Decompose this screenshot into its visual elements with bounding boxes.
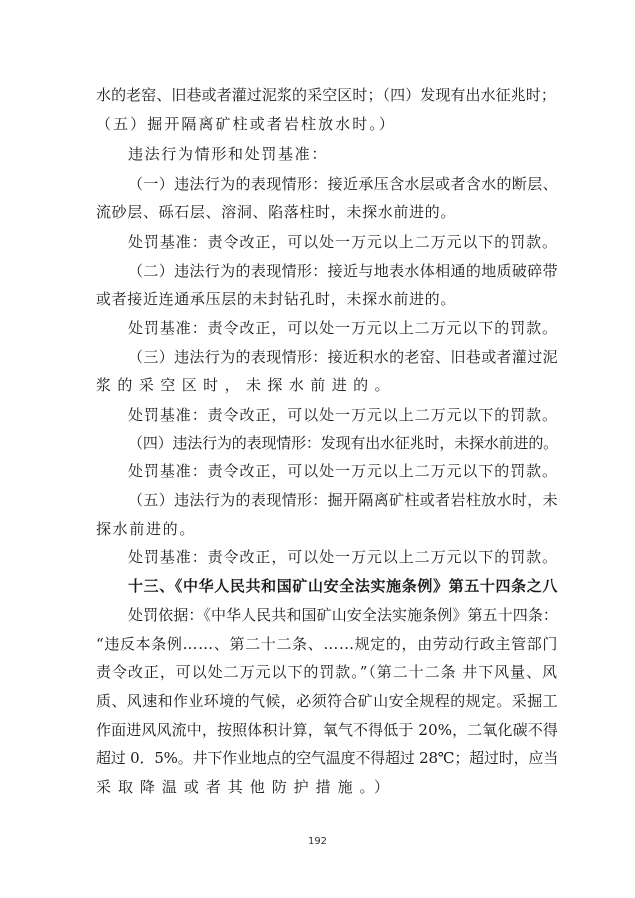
body-line: 作面进风风流中，按照体积计算，氧气不得低于 20%，二氧化碳不得 (96, 721, 558, 739)
body-line: 处罚基准：责令改正，可以处一万元以上二万元以下的罚款。 (128, 233, 558, 251)
body-line: 探水前进的。 (96, 520, 196, 538)
body-line: （一）违法行为的表现情形：接近承压含水层或者含水的断层、 (128, 175, 558, 193)
body-line: 水的老窑、旧巷或者灌过泥浆的采空区时；（四）发现有出水征兆时； (96, 86, 556, 104)
body-line: （三）违法行为的表现情形：接近积水的老窑、旧巷或者灌过泥 (128, 348, 558, 366)
page-number: 192 (307, 836, 328, 847)
body-line: 处罚基准：责令改正，可以处一万元以上二万元以下的罚款。 (128, 406, 558, 424)
body-line: 处罚基准：责令改正，可以处一万元以上二万元以下的罚款。 (128, 462, 558, 480)
body-line: 采取降温或者其他防护措施。） (96, 778, 396, 796)
body-line: “违反本条例……、第二十二条、……规定的，由劳动行政主管部门 (96, 635, 558, 653)
body-line: 浆的采空区时，未探水前进的。 (96, 376, 396, 394)
body-line: （五）违法行为的表现情形：掘开隔离矿柱或者岩柱放水时，未 (128, 491, 558, 509)
body-line: 违法行为情形和处罚基准： (128, 145, 328, 163)
section-heading: 十三、《中华人民共和国矿山安全法实施条例》第五十四条之八 (128, 577, 558, 595)
body-line: 或者接近连通承压层的未封钻孔时，未探水前进的。 (96, 290, 456, 308)
body-line: 流砂层、砾石层、溶洞、陷落柱时，未探水前进的。 (96, 203, 456, 221)
body-line: 处罚基准：责令改正，可以处一万元以上二万元以下的罚款。 (128, 548, 558, 566)
body-line: （五）掘开隔离矿柱或者岩柱放水时。） (96, 115, 396, 133)
body-line: （四）违法行为的表现情形：发现有出水征兆时，未探水前进的。 (128, 434, 558, 452)
body-line: 责令改正，可以处二万元以下的罚款。”（第二十二条 井下风量、风 (96, 663, 558, 681)
body-line: 质、风速和作业环境的气候，必须符合矿山安全规程的规定。采掘工 (96, 692, 558, 710)
body-line: 超过 0．5%。井下作业地点的空气温度不得超过 28℃；超过时，应当 (96, 749, 558, 767)
body-line: （二）违法行为的表现情形：接近与地表水体相通的地质破碎带 (128, 262, 558, 280)
body-line: 处罚依据：《中华人民共和国矿山安全法实施条例》第五十四条： (128, 606, 558, 624)
body-line: 处罚基准：责令改正，可以处一万元以上二万元以下的罚款。 (128, 319, 558, 337)
